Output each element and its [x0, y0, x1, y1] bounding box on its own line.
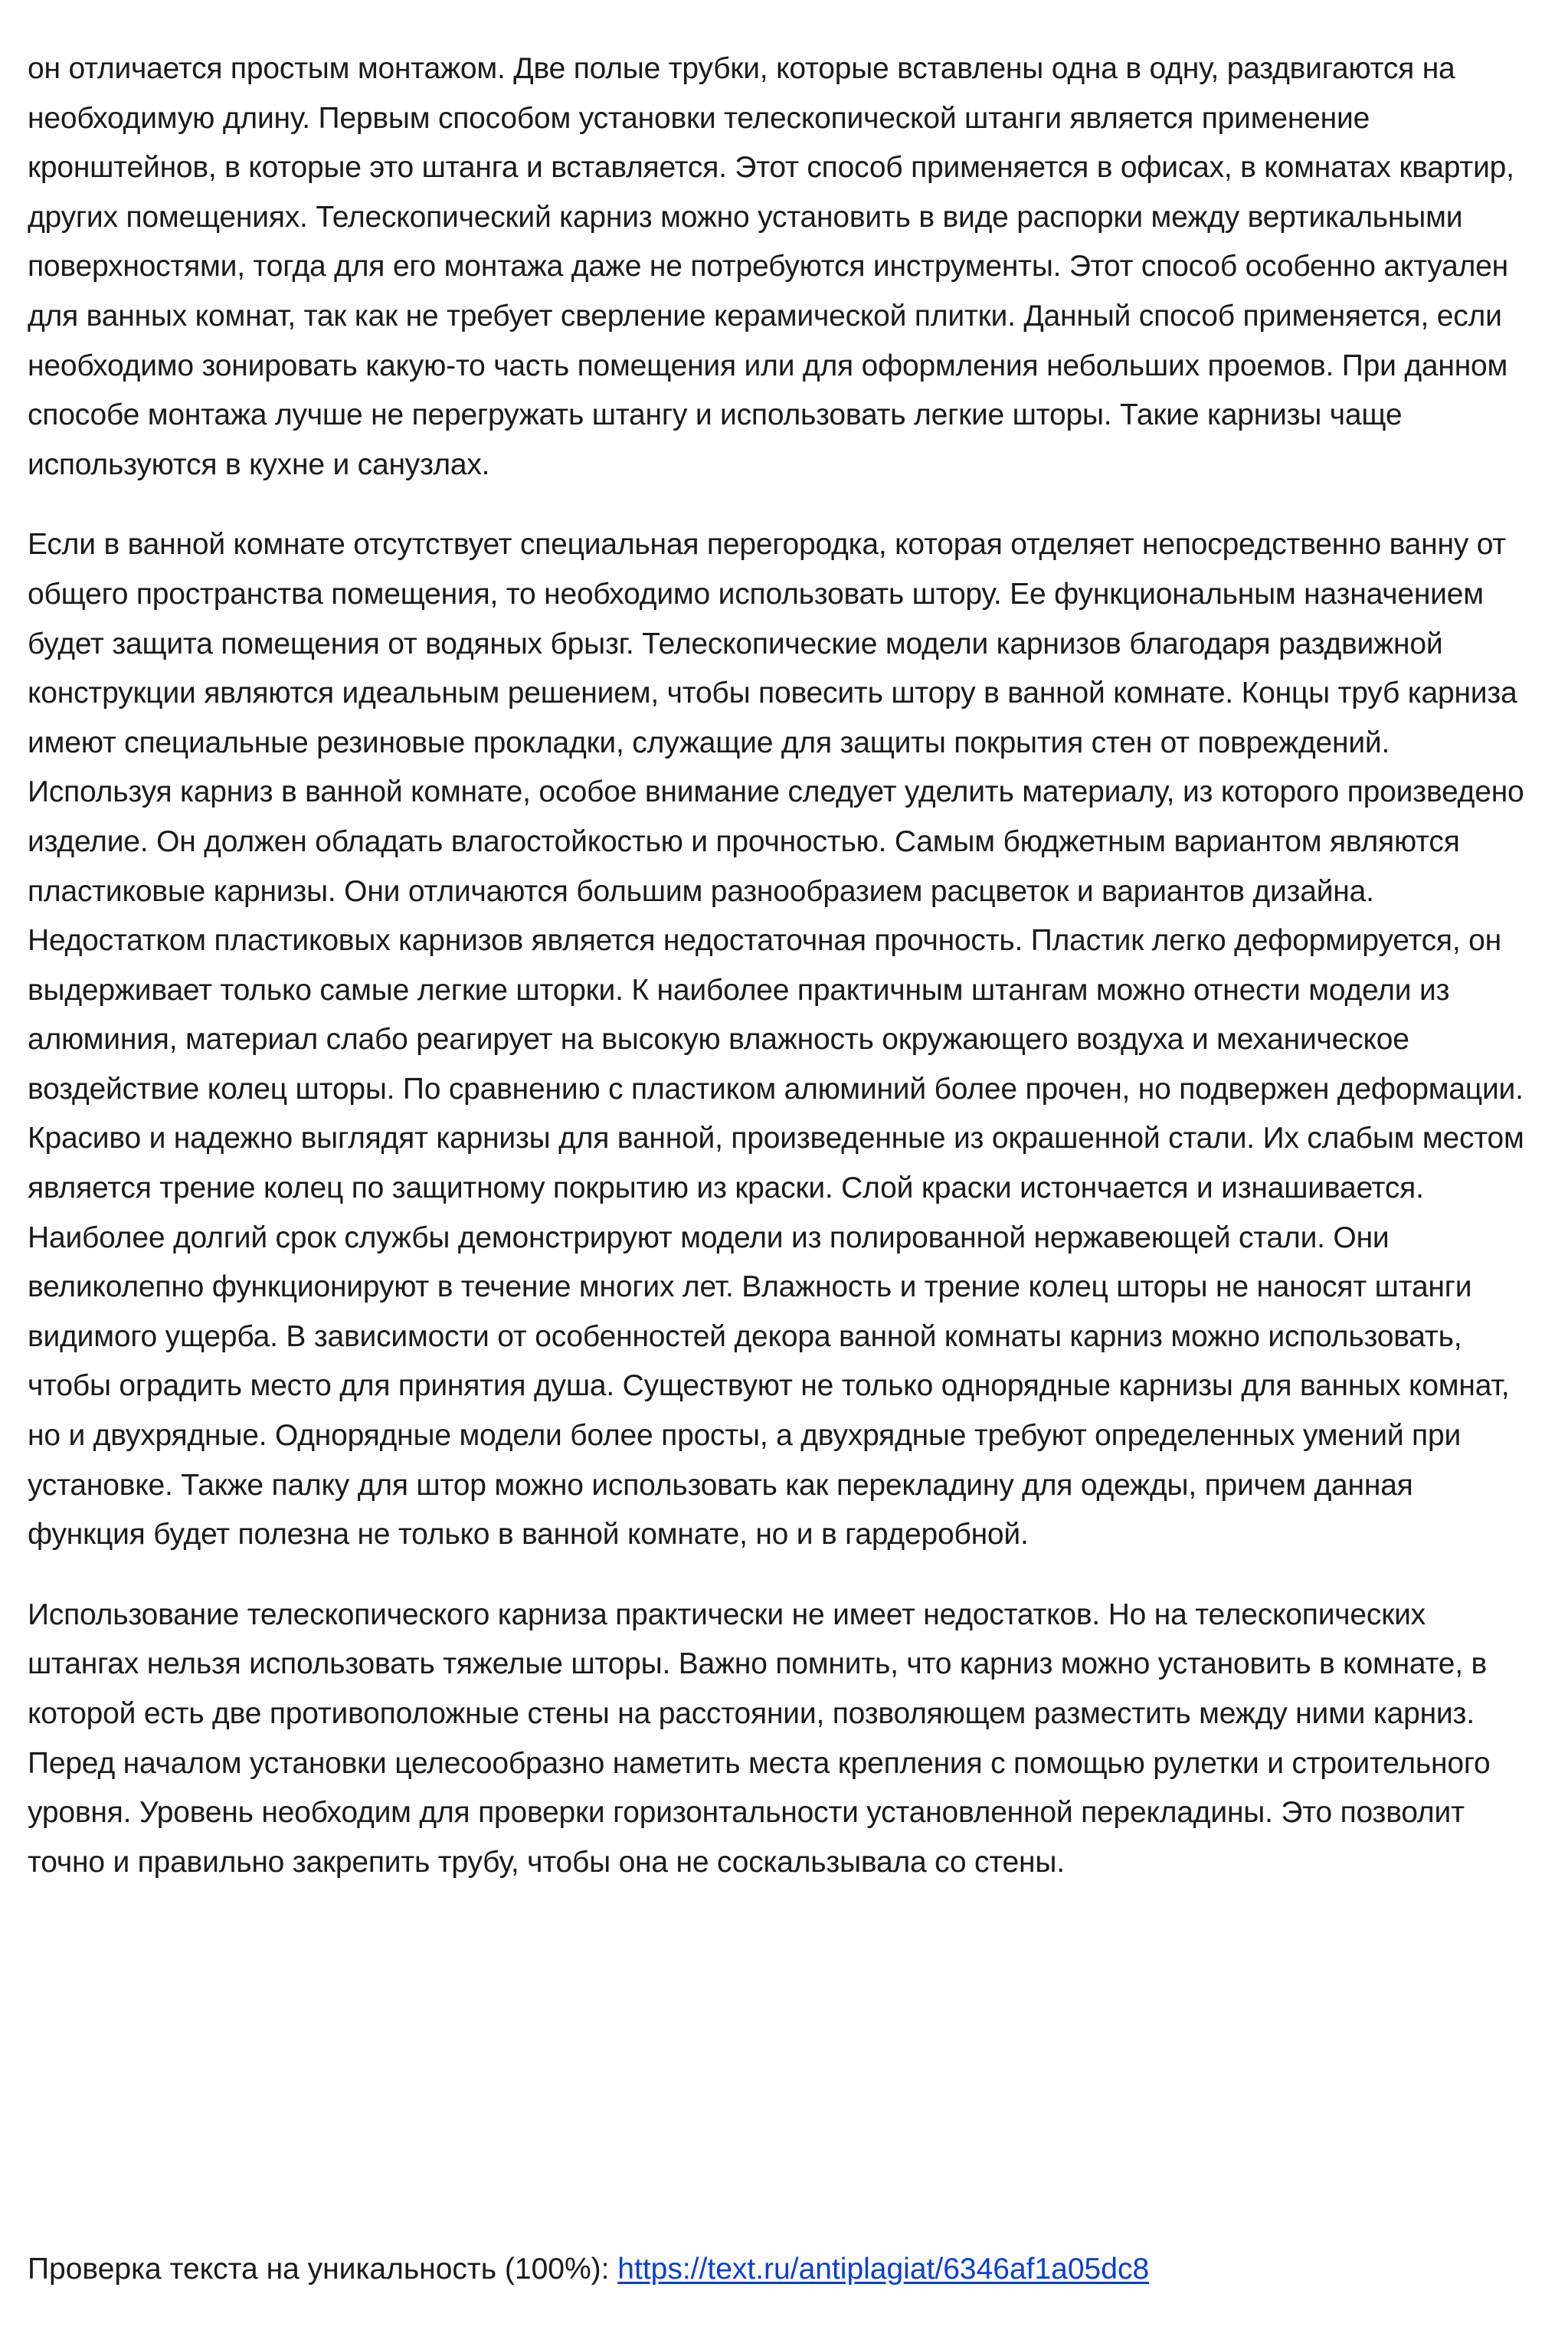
paragraph-3: Использование телескопического карниза практически не имеет недостатков. Но на телескопических штангах нельзя использовать тяжелые шторы. Важно помнить, что карниз можно установить в комнате, в которой есть две противоположные стены на расстоянии, позволяющем разместить между ними карниз. Перед началом установки целесообразно наметить места крепления с помощью рулетки и строительного уровня. Уровень необходим для проверки горизонтальности установленной перекладины. Это позволит точно и правильно закрепить трубу, чтобы она не соскальзывала со стены.: [28, 1598, 1491, 1879]
document-body: [28, 44, 1537, 1887]
uniqueness-check-link[interactable]: https://text.ru/antiplagiat/6346af1a05dc8: [617, 2253, 1150, 2286]
uniqueness-check-label: Проверка текста на уникальность (100%):: [28, 2253, 618, 2286]
paragraph-1: он отличается простым монтажом. Две полые трубки, которые вставлены одна в одну, раздвигаются на необходимую длину. Первым способом установки телескопической штанги является применение кронштейнов, в которые это штанга и вставляется. Этот способ применяется в офисах, в комнатах квартир, других помещениях. Телескопический карниз можно установить в виде распорки между вертикальными поверхностями, тогда для его монтажа даже не потребуются инструменты. Этот способ особенно актуален для ванных комнат, так как не требует сверление керамической плитки. Данный способ применяется, если необходимо зонировать какую-то часть помещения или для оформления небольших проемов. При данном способе монтажа лучше не перегружать штангу и использовать легкие шторы. Такие карнизы чаще используются в кухне и санузлах.: [28, 52, 1514, 481]
uniqueness-check-footer: [28, 2245, 1149, 2294]
paragraph-2: Если в ванной комнате отсутствует специальная перегородка, которая отделяет непосредственно ванну от общего пространства помещения, то необходимо использовать штору. Ее функциональным назначением будет защита помещения от водяных брызг. Телескопические модели карнизов благодаря раздвижной конструкции являются идеальным решением, чтобы повесить штору в ванной комнате. Концы труб карниза имеют специальные резиновые прокладки, служащие для защиты покрытия стен от повреждений. Используя карниз в ванной комнате, особое внимание следует уделить материалу, из которого произведено изделие. Он должен обладать влагостойкостью и прочностью. Самым бюджетным вариантом являются пластиковые карнизы. Они отличаются большим разнообразием расцветок и вариантов дизайна. Недостатком пластиковых карнизов является недостаточная прочность. Пластик легко деформируется, он выдерживает только самые легкие шторки. К наиболее практичным штангам можно отнести модели из алюминия, материал слабо реагирует на высокую влажность окружающего воздуха и механическое воздействие колец шторы. По сравнению с пластиком алюминий более прочен, но подвержен деформации. Красиво и надежно выглядят карнизы для ванной, произведенные из окрашенной стали. Их слабым местом является трение колец по защитному покрытию из краски. Слой краски истончается и изнашивается. Наиболее долгий срок службы демонстрируют модели из полированной нержавеющей стали. Они великолепно функционируют в течение многих лет. Влажность и трение колец шторы не наносят штанги видимого ущерба. В зависимости от особенностей декора ванной комнаты карниз можно использовать, чтобы оградить место для принятия душа. Существуют не только однорядные карнизы для ванных комнат, но и двухрядные. Однорядные модели более просты, а двухрядные требуют определенных умений при установке. Также палку для штор можно использовать как перекладину для одежды, причем данная функция будет полезна не только в ванной комнате, но и в гардеробной.: [28, 528, 1524, 1552]
